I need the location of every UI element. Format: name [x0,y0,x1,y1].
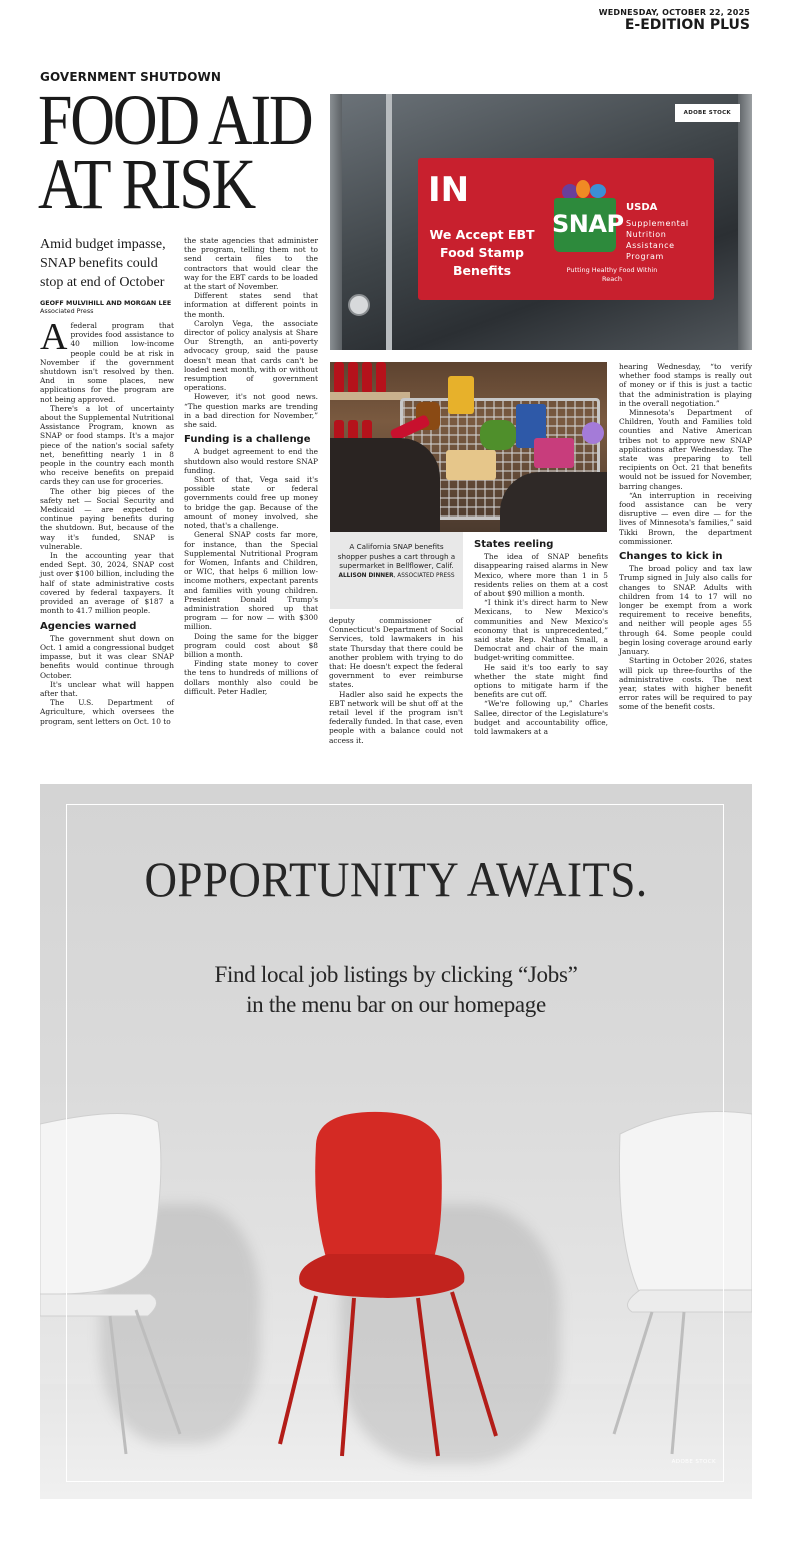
paragraph: “I think it's direct harm to New Mexicans, to New Mexico's communities and New Mexico's economy that is unprecedented,” said state Rep. Nathan Small, a Democrat and chair of the main budget-writing committee. [474,598,608,663]
article-column-3 [329,616,463,745]
shopping-cart-photo [330,362,607,532]
soda-bottle [348,362,358,392]
paragraph: The broad policy and tax law Trump signed in July also calls for changes to SNAP. Adults with children from 14 to 17 will no longer be exempt from a work requirement to receive benefits, and neither will people ages 55 through 64. Some people could begin losing coverage around early January. [619,564,752,657]
article-column-4 [474,540,608,736]
paragraph: “We're following up,” Charles Sallee, director of the Legislature's budget and accountability office, told lawmakers at a [474,699,608,737]
article-column-2 [184,236,318,696]
snap-logo-text: SNAP [552,210,624,238]
snap-sign [418,158,714,300]
ad-photo-credit: ADOBE STOCK [671,1459,716,1465]
paragraph: Starting in October 2026, states will pick up three-fourths of the administrative costs. The next year, states with higher benefit error rates will be required to pay some of the benefit costs. [619,656,752,712]
article-column-5 [619,362,752,712]
usda-text: USDA [626,202,658,213]
paragraph: deputy commissioner of Connecticut's Department of Social Services, told lawmakers in his state Thursday that there could be another problem with trying to do that: He doesn't expect the federal government to ever reimburse states. [329,616,463,690]
sign-in-text: IN [428,170,470,210]
shopper-arm [500,472,607,532]
bag [534,438,574,468]
paragraph: The government shut down on Oct. 1 amid a congressional budget impasse, but it was clear SNAP benefits would continue through October. [40,633,174,680]
paragraph: There's a lot of uncertainty about the Supplemental Nutritional Assistance Program, known as SNAP or food stamps. It's a major piece of the nation's social safety net, benefitting nearly 1 in 8 people in the country each month who receive benefits on prepaid cards they can use for groceries. [40,403,174,487]
ad-title: OPPORTUNITY AWAITS. [144,851,648,907]
shopper-arm [330,438,440,532]
snap-full-name: Supplemental Nutrition Assistance Program [626,219,689,261]
paragraph: Afederal program that provides food assistance to 40 million low-income people could be at risk in November if the government shutdown isn't resolved by then. And in some places, new applications for the program are not being approved. [40,316,174,404]
headline-line-1: FOOD AID [38,80,312,160]
subhead: States reeling [474,539,554,550]
masthead [599,8,750,33]
snap-sign-photo [330,94,752,350]
paragraph: The U.S. Department of Agriculture, which oversees the program, sent letters on Oct. 10 to [40,698,174,726]
paragraph: However, it's not good news. “The question marks are trending in a bad direction for November,” she said. [184,392,318,430]
byline [40,299,182,315]
article-column-1 [40,316,174,726]
paragraph: Short of that, Vega said it's possible state or federal governments could free up money to bridge the gap. Because of the amount of money involved, she noted, that's a challenge. [184,475,318,531]
soda-bottle [376,362,386,392]
paragraph: The idea of SNAP benefits disappearing raised alarms in New Mexico, where more than 1 in 5 residents relies on them at a cost of about $90 million a month. [474,552,608,599]
paragraph: He said it's too early to say whether the state might find options to mitigate harm if the benefits are cut off. [474,662,608,700]
door-frame [738,94,752,350]
paragraph: Hadler also said he expects the EBT network will be shut off at the retail level if the program isn't federally funded. In that case, even people with a balance could not access it. [329,689,463,745]
produce [480,420,516,450]
paragraph: A budget agreement to end the shutdown also would restore SNAP funding. [184,447,318,475]
shelf [330,392,410,400]
drop-cap: A [40,316,68,358]
paragraph: Carolyn Vega, the associate director of policy analysis at Share Our Strength, an anti-poverty advocacy group, said the pause doesn't mean that cards can't be loaded next month, with or without resumption of government operations. [184,318,318,393]
paragraph: “An interruption in receiving food assistance can be very disruptive — even dire — for the lives of Minnesota's families,” said Tikki Brown, the department commissioner. [619,490,752,546]
door-bar [386,94,392,350]
bread [446,450,496,480]
soda-bottle [362,362,372,392]
subhead: Agencies warned [40,620,137,632]
door-lock [348,294,370,316]
byline-names: GEOFF MULVIHILL AND MORGAN LEE [40,299,172,307]
sign-tagline: Putting Healthy Food Within Reach [566,266,658,283]
ad-line-2: in the menu bar on our homepage [246,992,546,1017]
caption-text: A California SNAP benefits shopper pushes a cart through a supermarket in Bellflower, Calif. [337,542,456,570]
subhead: Changes to kick in [619,551,723,563]
headline-line-2: AT RISK [38,144,255,224]
edition-name: E-EDITION PLUS [624,17,750,33]
sign-accept-text: We Accept EBT Food Stamp Benefits [429,227,535,278]
paragraph: It's unclear what will happen after that. [40,679,174,698]
ball [582,422,604,444]
paragraph: Different states send that information at different points in the month. [184,291,318,319]
paragraph: General SNAP costs far more, for instance, than the Special Supplemental Nutritional Program for Women, Infants and Children, or WIC, that helps 6 million low-income mothers, expectant parents and families with young children. President Donald Trump's administration shored up that program — for now — with $300 million. [184,530,318,632]
paragraph: The other big pieces of the safety net — Social Security and Medicaid — are expected to continue paying benefits during the shutdown. But, because of the way it's funded, SNAP is vulnerable. [40,486,174,551]
edition-date: WEDNESDAY, OCTOBER 22, 2025 [598,8,750,17]
paragraph: Finding state money to cover the tens to hundreds of millions of dollars monthly also could be difficult. Peter Hadler, [184,659,318,696]
snack-bag [448,376,474,414]
photo-caption [330,532,463,609]
paragraph: Doing the same for the bigger program could cost about $8 billion a month. [184,631,318,659]
section-kicker: GOVERNMENT SHUTDOWN [40,70,221,84]
jobs-advertisement[interactable] [40,784,752,1499]
paragraph: Minnesota's Department of Children, Youth and Families told counties and Native American tribes not to approve new SNAP applications after Wednesday. The state was preparing to tell recipients on Oct. 21 that benefits would not be issued for November, barring changes. [619,408,752,491]
paragraph: hearing Wednesday, “to verify whether food stamps is really out of money or if this is just a tactic that the administration is playing in the overall negotiation.” [619,362,752,408]
dek: Amid budget impasse, SNAP benefits could stop at end of October [40,237,166,290]
ad-line-1: Find local job listings by clicking “Jobs” [214,962,578,987]
paragraph: the state agencies that administer the program, telling them not to send certain files to the contractors that would clear the way for the EBT cards to be loaded at the start of November. [184,236,318,292]
photo-credit: ADOBE STOCK [675,104,740,122]
soda-bottle [334,362,344,392]
headline [38,80,312,224]
subhead: Funding is a challenge [184,434,311,446]
caption-credit: ALLISON DINNER, ASSOCIATED PRESS [338,572,455,579]
ad-subtitle [40,960,752,1020]
paragraph: In the accounting year that ended Sept. 30, 2024, SNAP cost just over $100 billion, including the half of state administrative costs covered by federal taxpayers. It provided an average of $187 a month to 41.7 million people. [40,551,174,616]
byline-org: Associated Press [40,307,94,315]
door-frame [330,94,342,350]
